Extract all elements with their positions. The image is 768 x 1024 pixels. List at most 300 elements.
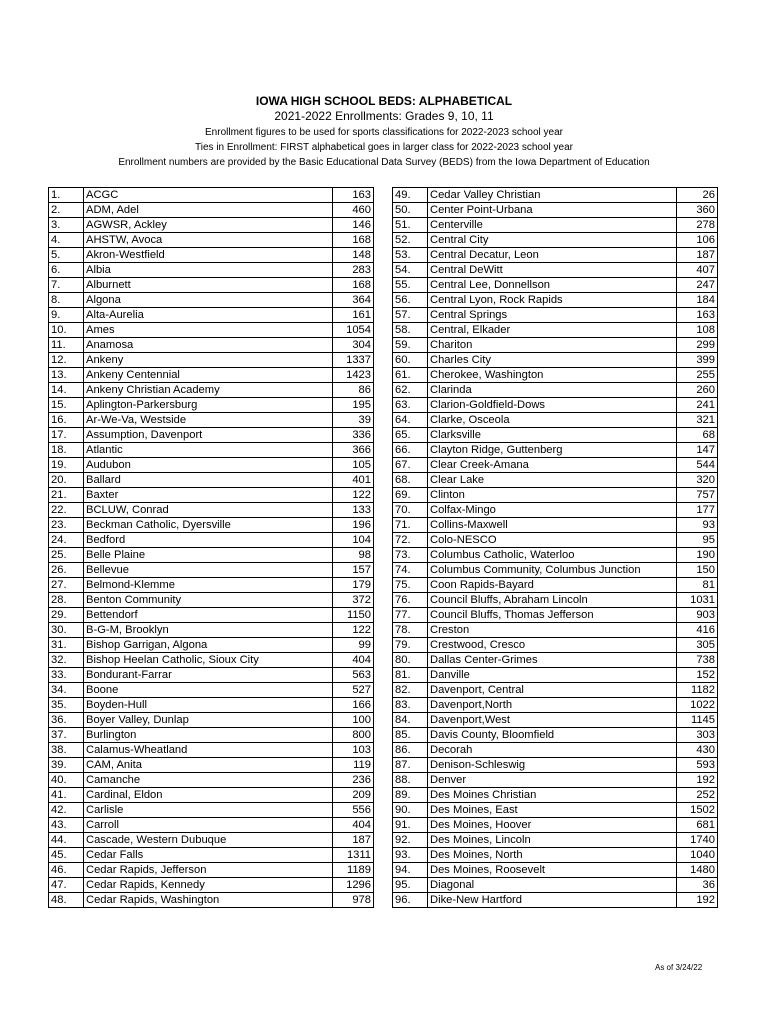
- table-row: [49, 368, 374, 383]
- school-name-cell: Boyer Valley, Dunlap: [84, 713, 333, 728]
- enrollment-cell: 148: [333, 248, 374, 263]
- school-name-cell: Central Lee, Donnellson: [428, 278, 677, 293]
- school-name-cell: Cedar Falls: [84, 848, 333, 863]
- table-row: [49, 773, 374, 788]
- enrollment-cell: 404: [333, 818, 374, 833]
- school-name-cell: Atlantic: [84, 443, 333, 458]
- school-name-cell: Belmond-Klemme: [84, 578, 333, 593]
- rank-cell: 28.: [49, 593, 84, 608]
- table-row: [393, 788, 718, 803]
- school-name-cell: Centerville: [428, 218, 677, 233]
- enrollment-cell: 1145: [677, 713, 718, 728]
- enrollment-cell: 399: [677, 353, 718, 368]
- table-row: [49, 338, 374, 353]
- table-row: [393, 833, 718, 848]
- rank-cell: 43.: [49, 818, 84, 833]
- enrollment-cell: 299: [677, 338, 718, 353]
- table-row: [393, 488, 718, 503]
- rank-cell: 22.: [49, 503, 84, 518]
- table-row: [49, 713, 374, 728]
- school-name-cell: Creston: [428, 623, 677, 638]
- table-row: [393, 278, 718, 293]
- rank-cell: 44.: [49, 833, 84, 848]
- school-name-cell: Aplington-Parkersburg: [84, 398, 333, 413]
- table-row: [393, 608, 718, 623]
- enrollment-cell: 108: [677, 323, 718, 338]
- table-row: [393, 323, 718, 338]
- school-name-cell: Davenport,West: [428, 713, 677, 728]
- school-name-cell: Cedar Rapids, Jefferson: [84, 863, 333, 878]
- table-row: [393, 443, 718, 458]
- enrollment-cell: 1022: [677, 698, 718, 713]
- table-row: [49, 683, 374, 698]
- school-name-cell: Clarksville: [428, 428, 677, 443]
- enrollment-cell: 187: [333, 833, 374, 848]
- table-row: [393, 548, 718, 563]
- rank-cell: 90.: [393, 803, 428, 818]
- school-name-cell: Council Bluffs, Thomas Jefferson: [428, 608, 677, 623]
- school-name-cell: Ankeny: [84, 353, 333, 368]
- rank-cell: 47.: [49, 878, 84, 893]
- enrollment-cell: 563: [333, 668, 374, 683]
- rank-cell: 77.: [393, 608, 428, 623]
- rank-cell: 75.: [393, 578, 428, 593]
- rank-cell: 27.: [49, 578, 84, 593]
- rank-cell: 88.: [393, 773, 428, 788]
- enrollment-cell: 103: [333, 743, 374, 758]
- rank-cell: 26.: [49, 563, 84, 578]
- school-name-cell: Belle Plaine: [84, 548, 333, 563]
- table-row: [393, 668, 718, 683]
- rank-cell: 5.: [49, 248, 84, 263]
- school-name-cell: Carroll: [84, 818, 333, 833]
- school-name-cell: Cedar Valley Christian: [428, 188, 677, 203]
- school-name-cell: AGWSR, Ackley: [84, 218, 333, 233]
- school-name-cell: Dallas Center-Grimes: [428, 653, 677, 668]
- page-subtitle: 2021-2022 Enrollments: Grades 9, 10, 11: [274, 109, 494, 123]
- rank-cell: 83.: [393, 698, 428, 713]
- rank-cell: 9.: [49, 308, 84, 323]
- table-row: [49, 218, 374, 233]
- school-name-cell: Coon Rapids-Bayard: [428, 578, 677, 593]
- school-name-cell: Cedar Rapids, Kennedy: [84, 878, 333, 893]
- table-row: [49, 233, 374, 248]
- rank-cell: 34.: [49, 683, 84, 698]
- rank-cell: 68.: [393, 473, 428, 488]
- rank-cell: 1.: [49, 188, 84, 203]
- rank-cell: 94.: [393, 863, 428, 878]
- rank-cell: 67.: [393, 458, 428, 473]
- rank-cell: 53.: [393, 248, 428, 263]
- school-name-cell: Central, Elkader: [428, 323, 677, 338]
- note-source: Enrollment numbers are provided by the Basic Educational Data Survey (BEDS) from the Iowa Department of Education: [118, 157, 650, 168]
- rank-cell: 91.: [393, 818, 428, 833]
- table-row: [393, 818, 718, 833]
- enrollment-cell: 36: [677, 878, 718, 893]
- table-row: [49, 848, 374, 863]
- rank-cell: 66.: [393, 443, 428, 458]
- enrollment-cell: 163: [333, 188, 374, 203]
- enrollment-cell: 39: [333, 413, 374, 428]
- table-row: [393, 728, 718, 743]
- enrollment-cell: 190: [677, 548, 718, 563]
- rank-cell: 74.: [393, 563, 428, 578]
- enrollment-cell: 93: [677, 518, 718, 533]
- school-name-cell: Clear Lake: [428, 473, 677, 488]
- rank-cell: 32.: [49, 653, 84, 668]
- school-name-cell: Denison-Schleswig: [428, 758, 677, 773]
- enrollment-cell: 278: [677, 218, 718, 233]
- table-row: [393, 188, 718, 203]
- enrollment-table-left: [48, 187, 374, 908]
- school-name-cell: Des Moines, Hoover: [428, 818, 677, 833]
- rank-cell: 71.: [393, 518, 428, 533]
- enrollment-cell: 163: [677, 308, 718, 323]
- school-name-cell: Bishop Garrigan, Algona: [84, 638, 333, 653]
- enrollment-cell: 360: [677, 203, 718, 218]
- school-name-cell: Cedar Rapids, Washington: [84, 893, 333, 908]
- school-name-cell: Central DeWitt: [428, 263, 677, 278]
- table-row: [393, 638, 718, 653]
- as-of-date: As of 3/24/22: [655, 963, 703, 972]
- rank-cell: 52.: [393, 233, 428, 248]
- enrollment-cell: 1040: [677, 848, 718, 863]
- table-row: [49, 578, 374, 593]
- school-name-cell: Center Point-Urbana: [428, 203, 677, 218]
- rank-cell: 56.: [393, 293, 428, 308]
- table-row: [49, 503, 374, 518]
- table-row: [393, 533, 718, 548]
- rank-cell: 85.: [393, 728, 428, 743]
- rank-cell: 63.: [393, 398, 428, 413]
- school-name-cell: Bondurant-Farrar: [84, 668, 333, 683]
- rank-cell: 65.: [393, 428, 428, 443]
- school-name-cell: Bellevue: [84, 563, 333, 578]
- table-row: [393, 248, 718, 263]
- school-name-cell: Algona: [84, 293, 333, 308]
- rank-cell: 4.: [49, 233, 84, 248]
- school-name-cell: Ankeny Christian Academy: [84, 383, 333, 398]
- school-name-cell: ACGC: [84, 188, 333, 203]
- enrollment-cell: 150: [677, 563, 718, 578]
- school-name-cell: Boone: [84, 683, 333, 698]
- enrollment-cell: 304: [333, 338, 374, 353]
- rank-cell: 58.: [393, 323, 428, 338]
- school-name-cell: Ballard: [84, 473, 333, 488]
- enrollment-cell: 187: [677, 248, 718, 263]
- enrollment-cell: 86: [333, 383, 374, 398]
- school-name-cell: Benton Community: [84, 593, 333, 608]
- enrollment-cell: 430: [677, 743, 718, 758]
- table-row: [393, 203, 718, 218]
- enrollment-cell: 105: [333, 458, 374, 473]
- table-row: [393, 803, 718, 818]
- school-name-cell: Anamosa: [84, 338, 333, 353]
- enrollment-cell: 100: [333, 713, 374, 728]
- school-name-cell: CAM, Anita: [84, 758, 333, 773]
- school-name-cell: Colfax-Mingo: [428, 503, 677, 518]
- enrollment-cell: 527: [333, 683, 374, 698]
- enrollment-cell: 1337: [333, 353, 374, 368]
- enrollment-cell: 106: [677, 233, 718, 248]
- school-name-cell: Dike-New Hartford: [428, 893, 677, 908]
- school-name-cell: Central Springs: [428, 308, 677, 323]
- enrollment-cell: 738: [677, 653, 718, 668]
- table-row: [393, 713, 718, 728]
- school-name-cell: Council Bluffs, Abraham Lincoln: [428, 593, 677, 608]
- school-name-cell: Columbus Community, Columbus Junction: [428, 563, 677, 578]
- enrollment-cell: 260: [677, 383, 718, 398]
- enrollment-cell: 252: [677, 788, 718, 803]
- table-row: [49, 743, 374, 758]
- enrollment-cell: 407: [677, 263, 718, 278]
- enrollment-cell: 247: [677, 278, 718, 293]
- enrollment-cell: 283: [333, 263, 374, 278]
- enrollment-cell: 184: [677, 293, 718, 308]
- school-name-cell: Burlington: [84, 728, 333, 743]
- school-name-cell: Ar-We-Va, Westside: [84, 413, 333, 428]
- table-row: [393, 503, 718, 518]
- school-name-cell: Clarion-Goldfield-Dows: [428, 398, 677, 413]
- enrollment-cell: 195: [333, 398, 374, 413]
- rank-cell: 29.: [49, 608, 84, 623]
- rank-cell: 80.: [393, 653, 428, 668]
- enrollment-cell: 460: [333, 203, 374, 218]
- enrollment-cell: 903: [677, 608, 718, 623]
- enrollment-cell: 209: [333, 788, 374, 803]
- table-row: [49, 668, 374, 683]
- rank-cell: 62.: [393, 383, 428, 398]
- enrollment-cell: 104: [333, 533, 374, 548]
- table-row: [49, 413, 374, 428]
- table-row: [393, 653, 718, 668]
- table-row: [393, 233, 718, 248]
- enrollment-cell: 157: [333, 563, 374, 578]
- table-row: [393, 878, 718, 893]
- table-row: [49, 638, 374, 653]
- school-name-cell: Bedford: [84, 533, 333, 548]
- table-row: [49, 818, 374, 833]
- table-row: [49, 443, 374, 458]
- school-name-cell: Cardinal, Eldon: [84, 788, 333, 803]
- table-row: [49, 248, 374, 263]
- table-row: [393, 743, 718, 758]
- enrollment-cell: 152: [677, 668, 718, 683]
- enrollment-cell: 800: [333, 728, 374, 743]
- table-row: [393, 398, 718, 413]
- rank-cell: 24.: [49, 533, 84, 548]
- rank-cell: 79.: [393, 638, 428, 653]
- table-row: [393, 578, 718, 593]
- table-row: [393, 698, 718, 713]
- note-usage: Enrollment figures to be used for sports classifications for 2022-2023 school year: [205, 127, 563, 138]
- table-row: [393, 623, 718, 638]
- enrollment-cell: 757: [677, 488, 718, 503]
- enrollment-cell: 133: [333, 503, 374, 518]
- enrollment-cell: 556: [333, 803, 374, 818]
- table-row: [393, 368, 718, 383]
- school-name-cell: Cherokee, Washington: [428, 368, 677, 383]
- school-name-cell: Beckman Catholic, Dyersville: [84, 518, 333, 533]
- table-row: [393, 518, 718, 533]
- rank-cell: 87.: [393, 758, 428, 773]
- enrollment-cell: 1480: [677, 863, 718, 878]
- rank-cell: 49.: [393, 188, 428, 203]
- enrollment-cell: 401: [333, 473, 374, 488]
- school-name-cell: Central City: [428, 233, 677, 248]
- table-row: [49, 653, 374, 668]
- rank-cell: 39.: [49, 758, 84, 773]
- school-name-cell: Baxter: [84, 488, 333, 503]
- rank-cell: 7.: [49, 278, 84, 293]
- enrollment-table-right: [392, 187, 718, 908]
- rank-cell: 41.: [49, 788, 84, 803]
- school-name-cell: Columbus Catholic, Waterloo: [428, 548, 677, 563]
- school-name-cell: B-G-M, Brooklyn: [84, 623, 333, 638]
- table-row: [49, 488, 374, 503]
- table-row: [393, 563, 718, 578]
- enrollment-cell: 1150: [333, 608, 374, 623]
- enrollment-cell: 1182: [677, 683, 718, 698]
- enrollment-cell: 1740: [677, 833, 718, 848]
- enrollment-cell: 146: [333, 218, 374, 233]
- rank-cell: 70.: [393, 503, 428, 518]
- rank-cell: 92.: [393, 833, 428, 848]
- table-row: [393, 308, 718, 323]
- table-row: [49, 323, 374, 338]
- table-row: [49, 278, 374, 293]
- school-name-cell: Cascade, Western Dubuque: [84, 833, 333, 848]
- school-name-cell: Collins-Maxwell: [428, 518, 677, 533]
- rank-cell: 50.: [393, 203, 428, 218]
- enrollment-cell: 366: [333, 443, 374, 458]
- enrollment-cell: 81: [677, 578, 718, 593]
- table-row: [393, 683, 718, 698]
- table-row: [393, 413, 718, 428]
- school-name-cell: Danville: [428, 668, 677, 683]
- table-row: [49, 728, 374, 743]
- rank-cell: 8.: [49, 293, 84, 308]
- table-row: [49, 308, 374, 323]
- school-name-cell: Des Moines Christian: [428, 788, 677, 803]
- school-name-cell: Central Lyon, Rock Rapids: [428, 293, 677, 308]
- enrollment-cell: 321: [677, 413, 718, 428]
- table-row: [393, 383, 718, 398]
- school-name-cell: Davenport, Central: [428, 683, 677, 698]
- rank-cell: 3.: [49, 218, 84, 233]
- table-row: [393, 428, 718, 443]
- school-name-cell: Clear Creek-Amana: [428, 458, 677, 473]
- rank-cell: 93.: [393, 848, 428, 863]
- enrollment-cell: 147: [677, 443, 718, 458]
- school-name-cell: Decorah: [428, 743, 677, 758]
- enrollment-cell: 1502: [677, 803, 718, 818]
- enrollment-cell: 1031: [677, 593, 718, 608]
- table-row: [49, 353, 374, 368]
- table-row: [49, 458, 374, 473]
- table-row: [49, 893, 374, 908]
- table-row: [49, 398, 374, 413]
- table-row: [393, 353, 718, 368]
- table-row: [393, 473, 718, 488]
- rank-cell: 33.: [49, 668, 84, 683]
- rank-cell: 17.: [49, 428, 84, 443]
- rank-cell: 37.: [49, 728, 84, 743]
- school-name-cell: Chariton: [428, 338, 677, 353]
- rank-cell: 82.: [393, 683, 428, 698]
- school-name-cell: Denver: [428, 773, 677, 788]
- rank-cell: 61.: [393, 368, 428, 383]
- enrollment-cell: 404: [333, 653, 374, 668]
- school-name-cell: Diagonal: [428, 878, 677, 893]
- enrollment-cell: 255: [677, 368, 718, 383]
- rank-cell: 60.: [393, 353, 428, 368]
- enrollment-cell: 99: [333, 638, 374, 653]
- enrollment-cell: 196: [333, 518, 374, 533]
- enrollment-cell: 681: [677, 818, 718, 833]
- enrollment-cell: 1054: [333, 323, 374, 338]
- enrollment-cell: 1423: [333, 368, 374, 383]
- enrollment-cell: 1189: [333, 863, 374, 878]
- note-ties: Ties in Enrollment: FIRST alphabetical goes in larger class for 2022-2023 school year: [195, 142, 573, 153]
- rank-cell: 69.: [393, 488, 428, 503]
- school-name-cell: Audubon: [84, 458, 333, 473]
- school-name-cell: Camanche: [84, 773, 333, 788]
- table-row: [393, 263, 718, 278]
- table-row: [49, 698, 374, 713]
- table-row: [393, 863, 718, 878]
- rank-cell: 18.: [49, 443, 84, 458]
- table-row: [393, 758, 718, 773]
- school-name-cell: Des Moines, North: [428, 848, 677, 863]
- school-name-cell: Alburnett: [84, 278, 333, 293]
- enrollment-cell: 119: [333, 758, 374, 773]
- rank-cell: 42.: [49, 803, 84, 818]
- rank-cell: 20.: [49, 473, 84, 488]
- enrollment-cell: 122: [333, 623, 374, 638]
- enrollment-cell: 98: [333, 548, 374, 563]
- rank-cell: 55.: [393, 278, 428, 293]
- school-name-cell: Central Decatur, Leon: [428, 248, 677, 263]
- enrollment-cell: 26: [677, 188, 718, 203]
- rank-cell: 54.: [393, 263, 428, 278]
- enrollment-cell: 122: [333, 488, 374, 503]
- rank-cell: 78.: [393, 623, 428, 638]
- table-row: [49, 803, 374, 818]
- table-row: [393, 848, 718, 863]
- rank-cell: 81.: [393, 668, 428, 683]
- table-row: [49, 263, 374, 278]
- page-title: IOWA HIGH SCHOOL BEDS: ALPHABETICAL: [255, 94, 513, 108]
- school-name-cell: Ames: [84, 323, 333, 338]
- rank-cell: 51.: [393, 218, 428, 233]
- table-row: [49, 518, 374, 533]
- enrollment-cell: 305: [677, 638, 718, 653]
- table-row: [49, 758, 374, 773]
- enrollment-cell: 364: [333, 293, 374, 308]
- enrollment-cell: 336: [333, 428, 374, 443]
- enrollment-cell: 372: [333, 593, 374, 608]
- rank-cell: 12.: [49, 353, 84, 368]
- table-row: [49, 608, 374, 623]
- rank-cell: 14.: [49, 383, 84, 398]
- rank-cell: 6.: [49, 263, 84, 278]
- enrollment-cell: 241: [677, 398, 718, 413]
- table-row: [49, 863, 374, 878]
- enrollment-cell: 1296: [333, 878, 374, 893]
- table-row: [49, 203, 374, 218]
- table-row: [49, 623, 374, 638]
